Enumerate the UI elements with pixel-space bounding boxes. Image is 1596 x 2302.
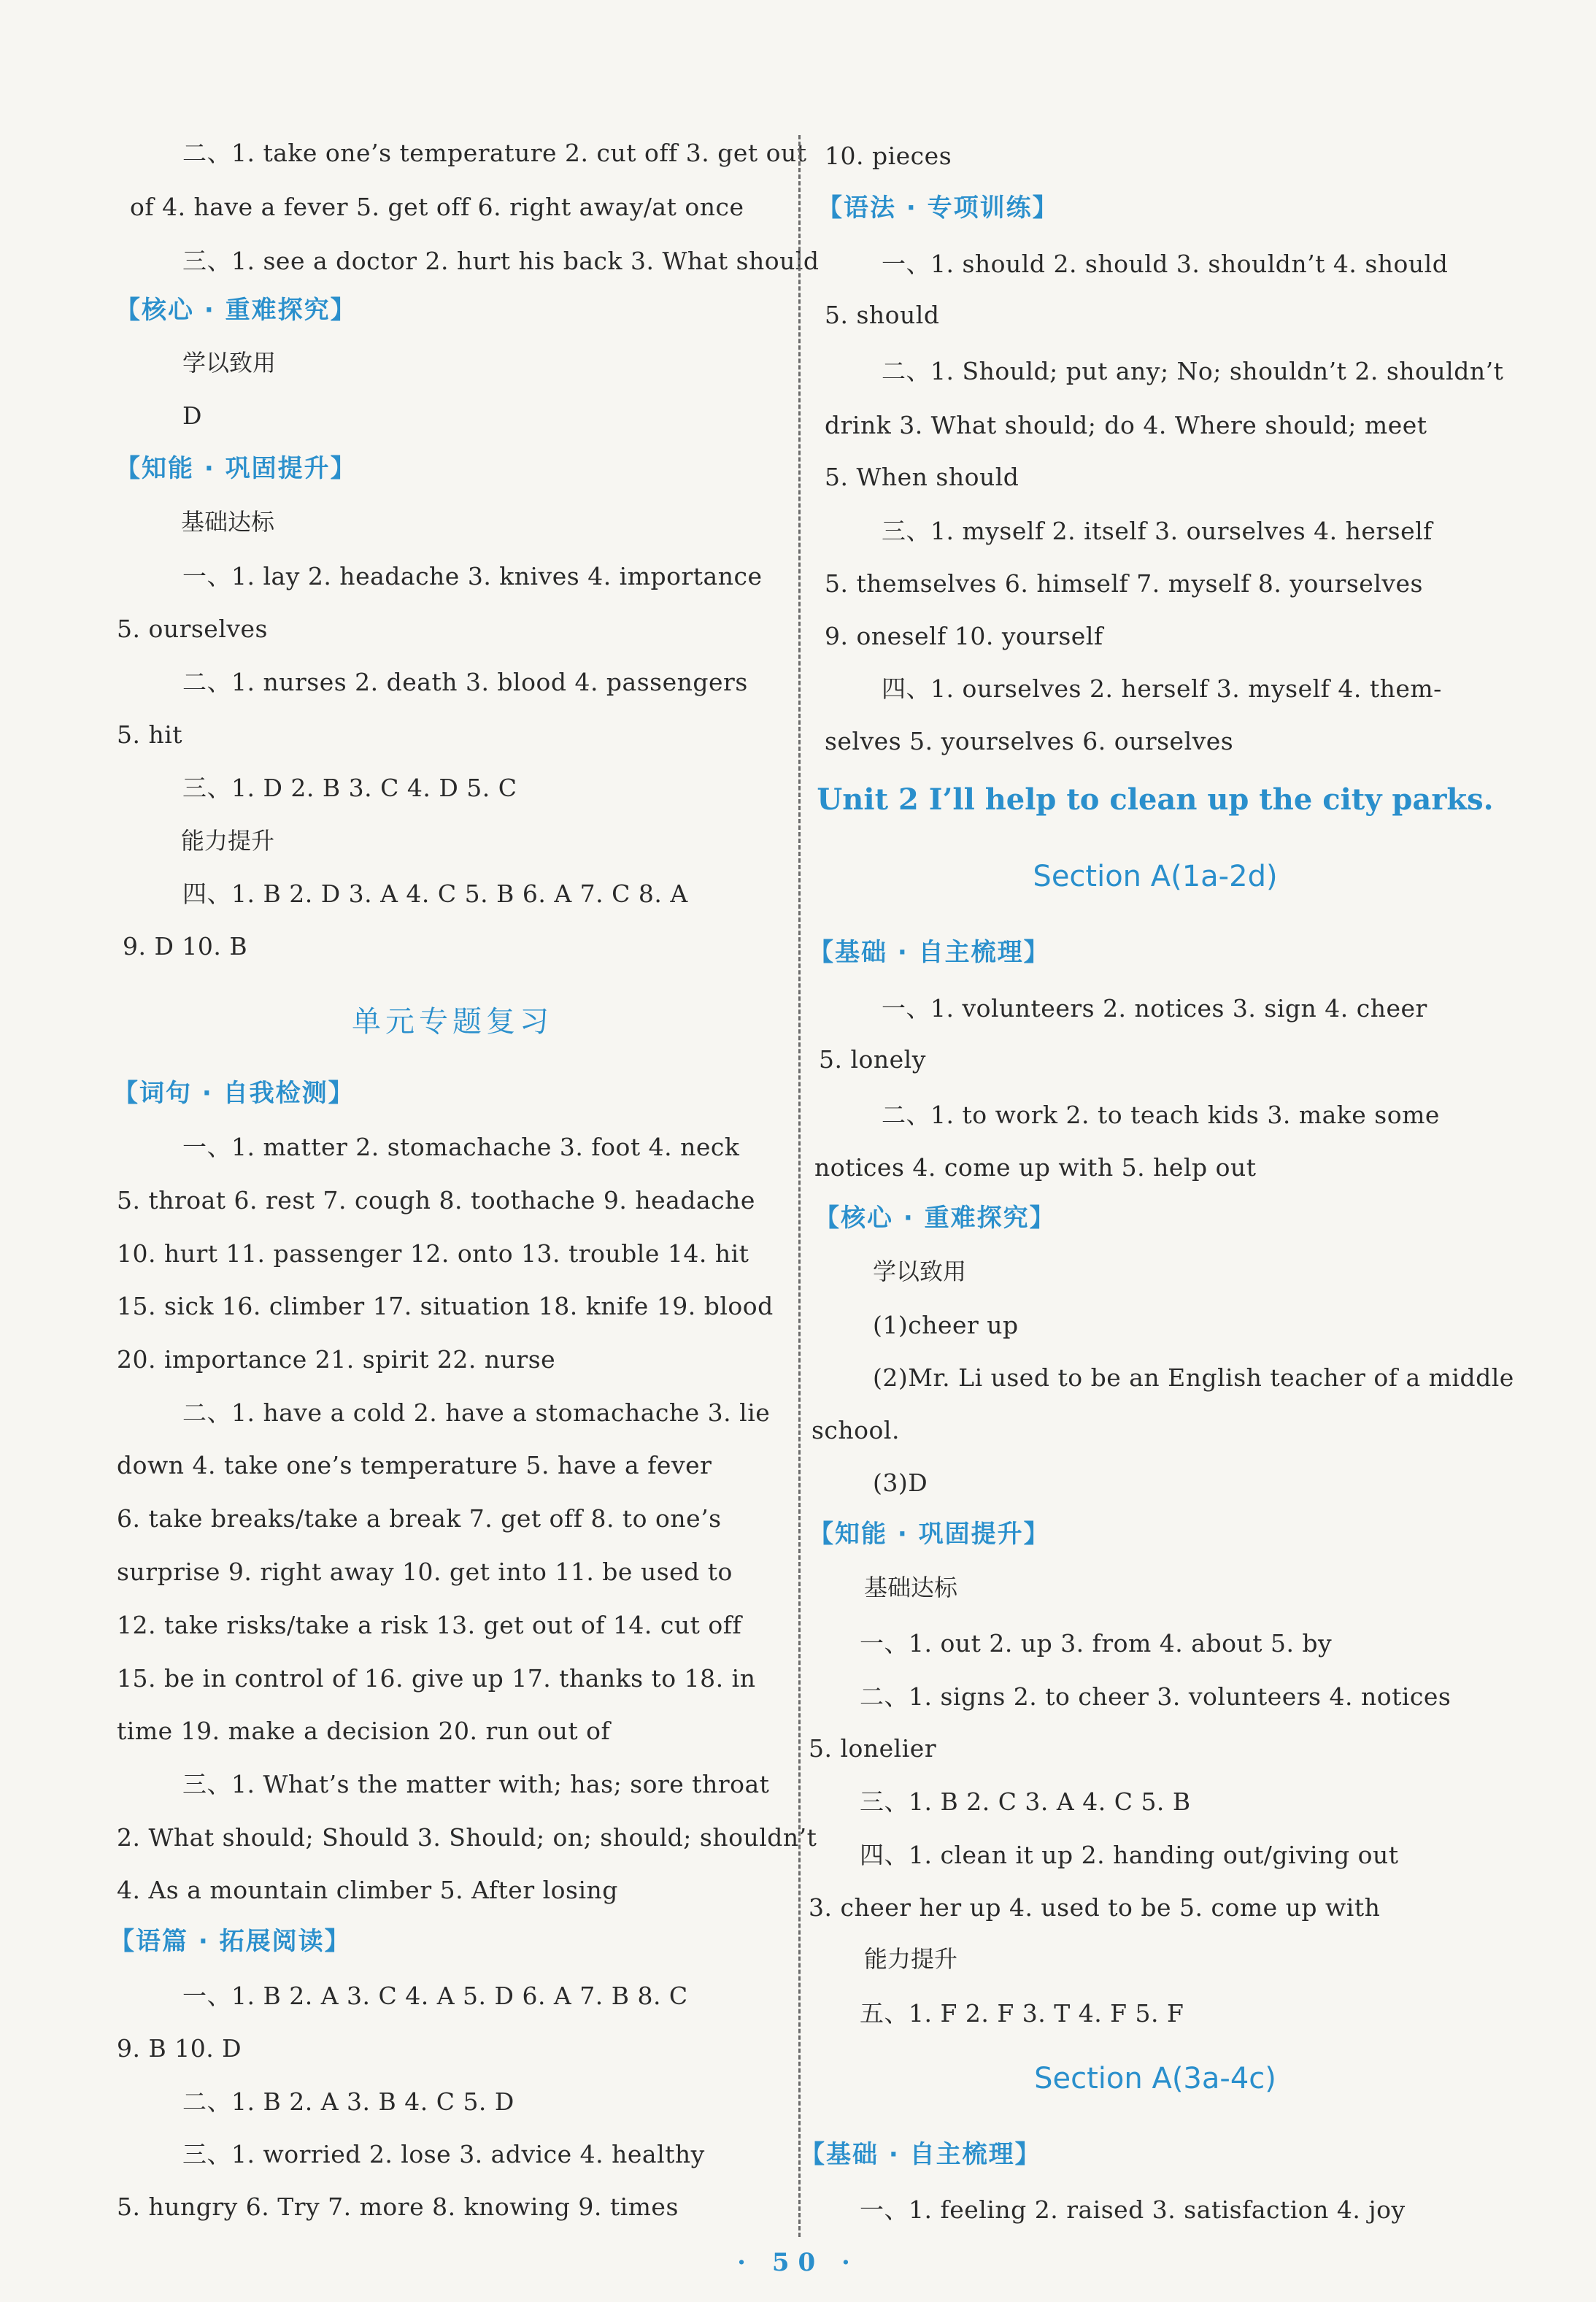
section-heading: 【基础 · 自主梳理】 bbox=[809, 938, 1050, 967]
answer-line: 一、1. should 2. should 3. shouldn’t 4. should bbox=[882, 250, 1449, 278]
answer-line: 5. ourselves bbox=[117, 615, 268, 643]
section-heading: 【词句 · 自我检测】 bbox=[113, 1079, 355, 1108]
answer-line: 二、1. nurses 2. death 3. blood 4. passengers bbox=[182, 668, 748, 696]
section-subtitle: Section A(1a-2d) bbox=[1033, 860, 1278, 893]
subheading: 学以致用 bbox=[873, 1258, 967, 1285]
answer-line: 5. hungry 6. Try 7. more 8. knowing 9. times bbox=[117, 2193, 679, 2221]
answer-line: 9. D 10. B bbox=[123, 932, 248, 961]
answer-line: 2. What should; Should 3. Should; on; should; shouldn’t bbox=[117, 1823, 817, 1852]
section-heading: 【知能 · 巩固提升】 bbox=[115, 454, 357, 483]
page-number: · 50 · bbox=[737, 2248, 859, 2277]
answer-line: 3. cheer her up 4. used to be 5. come up with bbox=[809, 1893, 1381, 1922]
answer-line: 三、1. D 2. B 3. C 4. D 5. C bbox=[182, 774, 517, 802]
answer-line: 二、1. have a cold 2. have a stomachache 3. lie bbox=[182, 1398, 771, 1427]
left-column bbox=[109, 0, 820, 2233]
answer-line: 20. importance 21. spirit 22. nurse bbox=[117, 1345, 556, 1374]
answer-line: 6. take breaks/take a break 7. get off 8. to one’s bbox=[117, 1504, 722, 1533]
section-heading: 【核心 · 重难探究】 bbox=[115, 296, 357, 325]
answer-line: (1)cheer up bbox=[873, 1311, 1019, 1339]
answer-line: 9. B 10. D bbox=[117, 2034, 242, 2063]
answer-line: 9. oneself 10. yourself bbox=[825, 622, 1103, 650]
subheading: 能力提升 bbox=[181, 827, 275, 855]
answer-line: 12. take risks/take a risk 13. get out of 14. cut off bbox=[117, 1611, 742, 1639]
answer-line: 10. pieces bbox=[825, 142, 952, 170]
answer-line: down 4. take one’s temperature 5. have a fever bbox=[117, 1451, 712, 1479]
answer-line: 5. When should bbox=[825, 463, 1019, 491]
answer-line: 5. lonelier bbox=[809, 1734, 937, 1763]
answer-line: 15. be in control of 16. give up 17. thanks to 18. in bbox=[117, 1664, 756, 1693]
subheading: 能力提升 bbox=[864, 1945, 958, 1973]
section-heading: 【知能 · 巩固提升】 bbox=[809, 1520, 1050, 1549]
answer-line: 一、1. B 2. A 3. C 4. A 5. D 6. A 7. B 8. C bbox=[182, 1982, 688, 2010]
answer-line: 10. hurt 11. passenger 12. onto 13. trouble 14. hit bbox=[117, 1239, 749, 1268]
section-heading: 【语法 · 专项训练】 bbox=[817, 193, 1059, 223]
answer-line: 三、1. worried 2. lose 3. advice 4. healthy bbox=[182, 2140, 705, 2168]
subheading: 基础达标 bbox=[181, 508, 275, 536]
answer-line: 一、1. matter 2. stomachache 3. foot 4. neck bbox=[182, 1133, 740, 1161]
answer-line: of 4. have a fever 5. get off 6. right away/at once bbox=[130, 193, 744, 221]
answer-line: time 19. make a decision 20. run out of bbox=[117, 1717, 611, 1745]
answer-line: D bbox=[182, 401, 202, 430]
answer-line: 一、1. feeling 2. raised 3. satisfaction 4. joy bbox=[860, 2195, 1406, 2224]
answer-line: 一、1. out 2. up 3. from 4. about 5. by bbox=[860, 1629, 1333, 1658]
answer-line: 四、1. ourselves 2. herself 3. myself 4. them- bbox=[882, 674, 1442, 703]
answer-line: 5. should bbox=[825, 301, 940, 329]
answer-line: 一、1. lay 2. headache 3. knives 4. importance bbox=[182, 562, 763, 590]
answer-line: 五、1. F 2. F 3. T 4. F 5. F bbox=[860, 1999, 1184, 2028]
answer-line: 4. As a mountain climber 5. After losing bbox=[117, 1876, 618, 1904]
answer-line: 5. lonely bbox=[819, 1045, 926, 1074]
answer-line: surprise 9. right away 10. get into 11. be used to bbox=[117, 1558, 733, 1586]
answer-line: 四、1. B 2. D 3. A 4. C 5. B 6. A 7. C 8. A bbox=[182, 879, 688, 908]
answer-line: 四、1. clean it up 2. handing out/giving out bbox=[860, 1841, 1399, 1869]
answer-line: 二、1. to work 2. to teach kids 3. make some bbox=[882, 1101, 1440, 1129]
right-column bbox=[800, 0, 1514, 2233]
answer-line: 三、1. What’s the matter with; has; sore throat bbox=[182, 1770, 770, 1798]
section-subtitle: Section A(3a-4c) bbox=[1034, 2062, 1276, 2095]
answer-line: 三、1. B 2. C 3. A 4. C 5. B bbox=[860, 1787, 1191, 1816]
section-heading: 【语篇 · 拓展阅读】 bbox=[109, 1927, 351, 1956]
answer-line: school. bbox=[812, 1416, 900, 1444]
answer-line: 三、1. see a doctor 2. hurt his back 3. What should bbox=[182, 247, 820, 275]
section-heading: 【核心 · 重难探究】 bbox=[814, 1204, 1056, 1233]
subheading: 基础达标 bbox=[864, 1574, 958, 1601]
answer-line: 二、1. take one’s temperature 2. cut off 3. get out bbox=[182, 139, 807, 167]
answer-line: 5. throat 6. rest 7. cough 8. toothache 9. headache bbox=[117, 1186, 755, 1214]
section-title: 单元专题复习 bbox=[352, 1005, 553, 1039]
answer-line: selves 5. yourselves 6. ourselves bbox=[825, 727, 1234, 755]
answer-line: 三、1. myself 2. itself 3. ourselves 4. herself bbox=[882, 517, 1433, 545]
answer-line: drink 3. What should; do 4. Where should; meet bbox=[825, 411, 1427, 439]
answer-line: (2)Mr. Li used to be an English teacher of a middle bbox=[873, 1363, 1514, 1392]
subheading: 学以致用 bbox=[182, 349, 277, 377]
answer-line: 5. themselves 6. himself 7. myself 8. yourselves bbox=[825, 569, 1423, 598]
answer-line: 二、1. B 2. A 3. B 4. C 5. D bbox=[182, 2087, 514, 2116]
answer-line: 一、1. volunteers 2. notices 3. sign 4. cheer bbox=[882, 994, 1427, 1023]
column-divider bbox=[798, 135, 801, 2237]
section-heading: 【基础 · 自主梳理】 bbox=[800, 2140, 1041, 2169]
answer-line: 15. sick 16. climber 17. situation 18. knife 19. blood bbox=[117, 1292, 774, 1320]
answer-line: 5. hit bbox=[117, 720, 183, 749]
answer-line: 二、1. signs 2. to cheer 3. volunteers 4. notices bbox=[860, 1682, 1452, 1711]
answer-line: 二、1. Should; put any; No; shouldn’t 2. shouldn’t bbox=[882, 357, 1504, 385]
answer-line: (3)D bbox=[873, 1468, 928, 1497]
answer-line: notices 4. come up with 5. help out bbox=[814, 1153, 1257, 1182]
unit-title: Unit 2 I’ll help to clean up the city parks. bbox=[817, 782, 1494, 817]
